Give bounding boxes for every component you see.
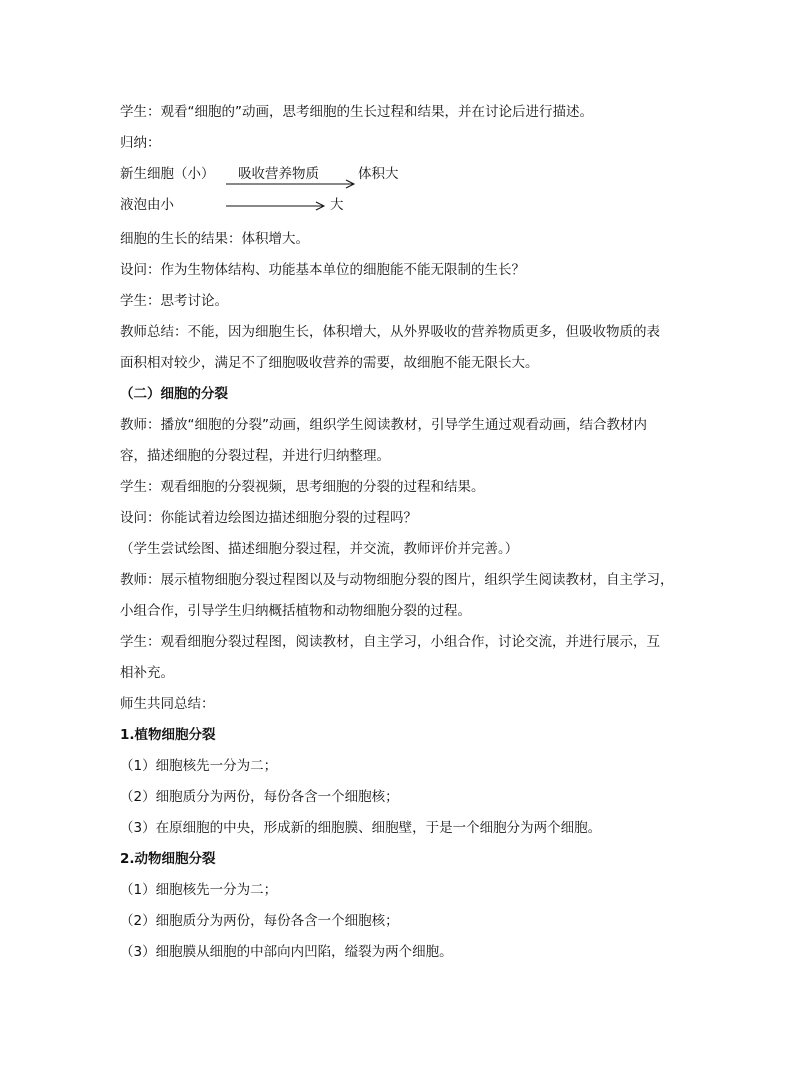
flow-row2-arrow [226,202,326,212]
paragraph-student-discuss: 学生：思考讨论。 [120,293,228,309]
flow-row1-right: 体积大 [358,166,399,182]
paragraph-student-observe: 学生：观看“细胞的”动画，思考细胞的生长过程和结果，并在讨论后进行描述。 [120,104,593,120]
paragraph-teacher-summary-1: 教师总结：不能，因为细胞生长，体积增大，从外界吸收的营养物质更多，但吸收物质的表 [120,324,660,340]
paragraph-student-try: （学生尝试绘图、描述细胞分裂过程，并交流，教师评价并完善。） [120,541,519,557]
heading-cell-division: （二）细胞的分裂 [120,386,228,402]
list-item: （1）细胞核先一分为二； [120,758,278,774]
list-item: （1）细胞核先一分为二； [120,882,278,898]
paragraph-question-growth: 设问：作为生物体结构、功能基本单位的细胞能不能无限制的生长？ [120,262,525,278]
paragraph-growth-result: 细胞的生长的结果：体积增大。 [120,231,309,247]
flow-row1-left: 新生细胞（小） [120,166,215,182]
list-item: （3）在原细胞的中央，形成新的细胞膜、细胞壁，于是一个细胞分为两个细胞。 [120,820,602,836]
list-item: （3）细胞膜从细胞的中部向内凹陷，缢裂为两个细胞。 [120,944,453,960]
paragraph-teacher-show-1: 教师：展示植物细胞分裂过程图以及与动物细胞分裂的图片，组织学生阅读教材，自主学习， [120,572,674,588]
paragraph-joint-summary: 师生共同总结： [120,696,215,712]
paragraph-summary-label: 归纳： [120,135,161,151]
list-item: （2）细胞质分为两份，每份各含一个细胞核； [120,913,399,929]
paragraph-student-video: 学生：观看细胞的分裂视频，思考细胞的分裂的过程和结果。 [120,479,485,495]
flow-row2-left: 液泡由小 [120,197,174,213]
paragraph-teacher-play-1: 教师：播放“细胞的分裂”动画，组织学生阅读教材，引导学生通过观看动画，结合教材内 [120,417,647,433]
paragraph-question-draw: 设问：你能试着边绘图边描述细胞分裂的过程吗？ [120,510,417,526]
list-item: （2）细胞质分为两份，每份各含一个细胞核； [120,789,399,805]
flow-row1-arrow [226,180,356,190]
paragraph-teacher-play-2: 容，描述细胞的分裂过程，并进行归纳整理。 [120,448,390,464]
flow-row1-arrow-label: 吸收营养物质 [238,166,319,182]
heading-animal-division: 2.动物细胞分裂 [120,851,216,867]
heading-plant-division: 1.植物细胞分裂 [120,727,216,743]
flow-row2-right: 大 [330,197,344,213]
paragraph-teacher-summary-2: 面积相对较少，满足不了细胞吸收营养的需要，故细胞不能无限长大。 [120,355,539,371]
paragraph-teacher-show-2: 小组合作，引导学生归纳概括植物和动物细胞分裂的过程。 [120,603,471,619]
paragraph-student-observe-division-1: 学生：观看细胞分裂过程图，阅读教材，自主学习，小组合作，讨论交流，并进行展示，互 [120,634,660,650]
paragraph-student-observe-division-2: 相补充。 [120,665,174,681]
